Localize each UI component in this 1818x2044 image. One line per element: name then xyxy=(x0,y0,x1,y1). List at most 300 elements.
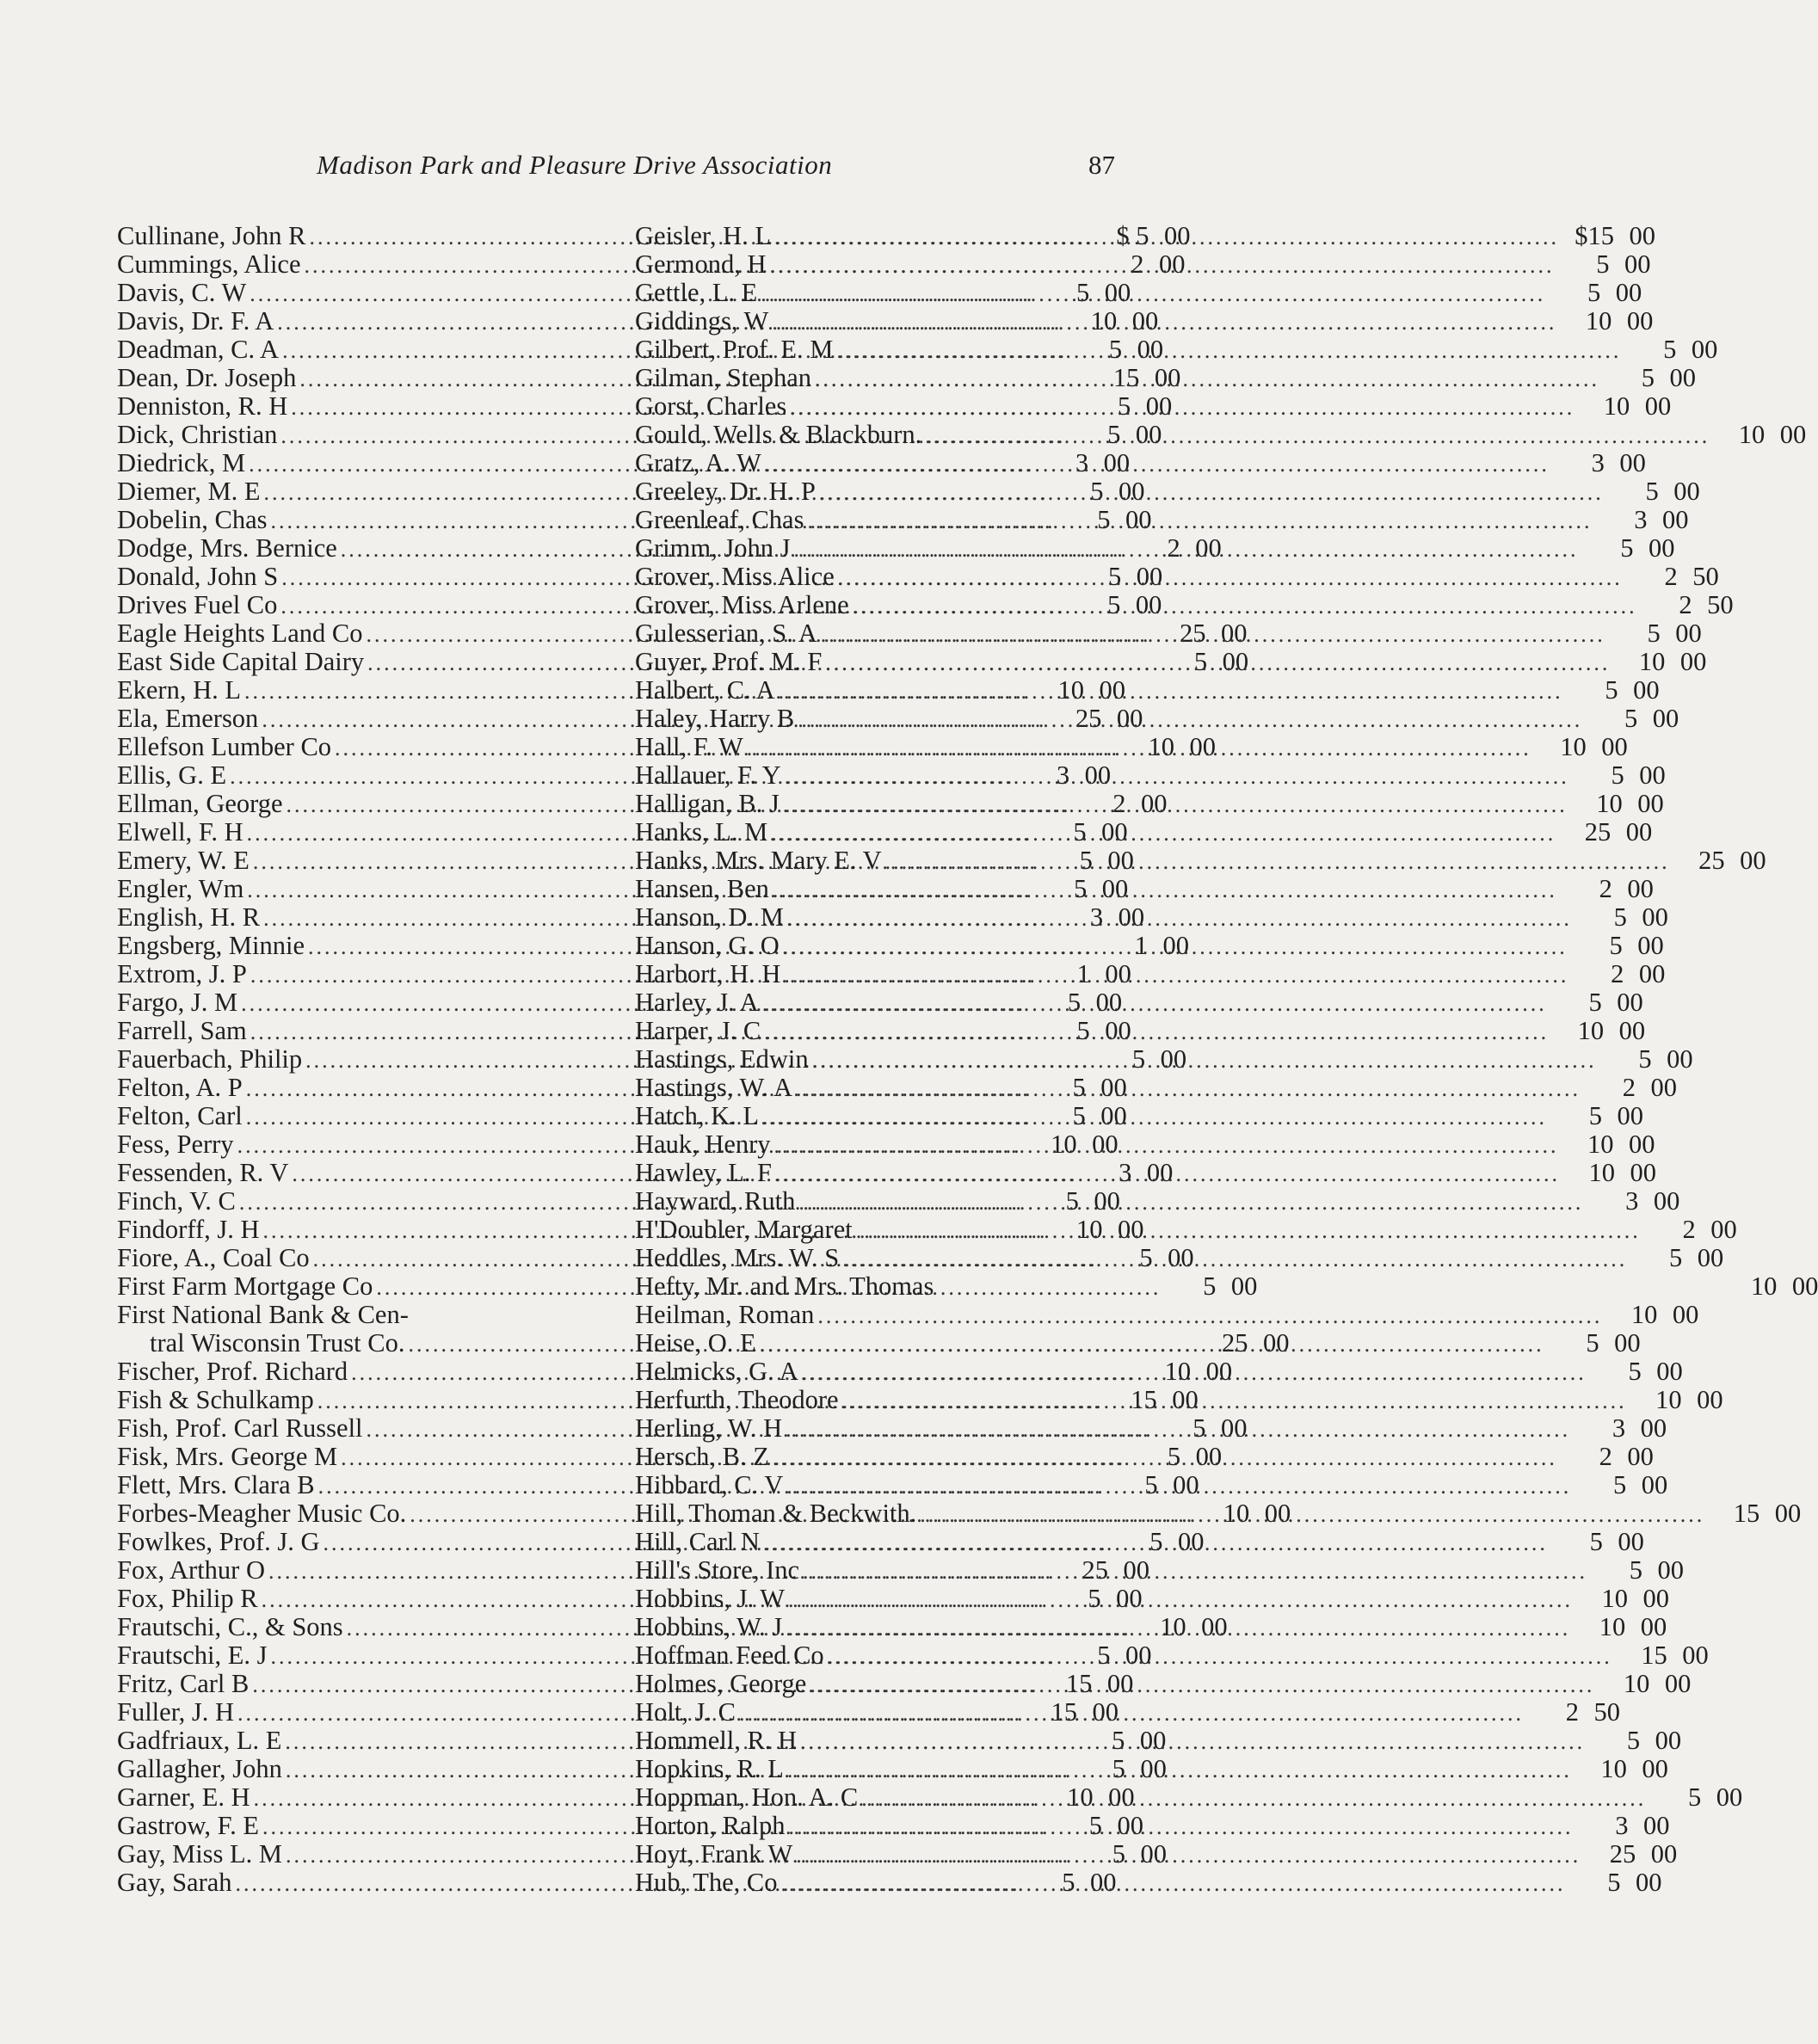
dot-leader xyxy=(821,620,1605,649)
dot-leader xyxy=(793,535,1578,563)
dot-leader xyxy=(815,365,1599,393)
amount-dollars: 3 xyxy=(1119,1158,1132,1187)
dot-leader xyxy=(784,961,1568,989)
amount-cents: 00 xyxy=(1195,533,1222,563)
donor-name: Herfurth, Theodore xyxy=(635,1385,839,1414)
amount-cents: 00 xyxy=(1139,1726,1167,1755)
list-item xyxy=(635,874,1654,903)
list-item xyxy=(635,1044,1693,1074)
donor-name: Emery, W. E xyxy=(117,846,250,875)
donor-name: Gastrow, F. E xyxy=(117,1811,260,1840)
amount-dollars: 5 xyxy=(1607,1868,1621,1897)
amount-cents: 00 xyxy=(1636,1868,1662,1897)
amount-cents: 00 xyxy=(1791,1271,1818,1301)
dot-leader xyxy=(789,1813,1574,1841)
dot-leader xyxy=(856,1216,1641,1245)
dot-leader xyxy=(842,1245,1627,1273)
donor-name: Helmicks, G. A xyxy=(635,1357,798,1386)
amount-cents: 00 xyxy=(1141,789,1168,818)
list-item xyxy=(635,704,1679,733)
dot-leader xyxy=(819,478,1604,507)
donor-name: Haley, Harry B xyxy=(635,704,795,733)
list-item xyxy=(635,249,1651,279)
amount-dollars: 25 xyxy=(1698,846,1725,875)
donor-name: Garner, E. H xyxy=(117,1782,250,1812)
amount-cents: 00 xyxy=(1648,533,1675,563)
amount-cents: 00 xyxy=(1160,1044,1187,1074)
donor-name: Hopkins, R. L xyxy=(635,1754,784,1783)
amount-cents: 00 xyxy=(1084,760,1112,790)
amount-dollars: 5 xyxy=(1587,278,1601,307)
amount-cents: 00 xyxy=(1669,363,1696,392)
donor-name: Diedrick, M xyxy=(117,448,246,477)
amount-dollars: 5 xyxy=(1193,647,1208,676)
dot-leader xyxy=(786,1472,1571,1500)
donor-name: Heilman, Roman xyxy=(635,1300,815,1329)
amount-dollars: 15 xyxy=(1641,1641,1667,1670)
donor-name: Farrell, Sam xyxy=(117,1016,247,1045)
donor-name: Gould, Wells & Blackburn. xyxy=(635,420,922,449)
dot-leader xyxy=(842,1387,1627,1415)
list-item xyxy=(635,335,1718,364)
amount-dollars: 5 xyxy=(1613,902,1627,932)
amount-cents: 00 xyxy=(1140,1839,1168,1869)
list-item xyxy=(635,1300,1699,1329)
amount-dollars: 15 xyxy=(1051,1697,1078,1727)
dot-leader xyxy=(802,1358,1587,1387)
donor-name: Giddings, W xyxy=(635,306,769,336)
amount-cents: 00 xyxy=(1135,590,1162,619)
amount-dollars: 5 xyxy=(1112,1839,1126,1869)
amount-dollars: 1 xyxy=(1134,931,1148,960)
amount-dollars: 5 xyxy=(1629,1555,1643,1585)
dot-leader xyxy=(925,422,1710,450)
amount-cents: 50 xyxy=(1692,562,1719,591)
list-item xyxy=(635,760,1666,790)
amount-cents: 00 xyxy=(1652,704,1679,733)
amount-dollars: 2 xyxy=(1167,533,1180,563)
amount-dollars: 2 xyxy=(1599,874,1612,903)
donor-name: Gulesserian, S. A xyxy=(635,619,817,648)
amount-dollars: 5 xyxy=(1139,1243,1153,1272)
donor-name: Fuller, J. H xyxy=(117,1697,235,1727)
amount-cents: 00 xyxy=(1099,675,1125,705)
amount-dollars: 5 xyxy=(1088,1584,1101,1613)
donor-name: Gilman, Stephan xyxy=(635,363,811,392)
amount-cents: 00 xyxy=(1675,619,1702,648)
donor-name: Halligan, B. J xyxy=(635,789,780,818)
amount-cents: 00 xyxy=(1641,1470,1668,1499)
donor-name: Engsberg, Minnie xyxy=(117,931,305,960)
amount-cents: 00 xyxy=(1264,1499,1291,1528)
amount-cents: 00 xyxy=(1682,1641,1709,1670)
amount-dollars: 10 xyxy=(1067,1782,1094,1812)
donor-name: H'Doubler, Margaret xyxy=(635,1215,853,1244)
donor-name: Deadman, C. A xyxy=(117,335,280,364)
dot-leader xyxy=(772,308,1556,336)
amount-cents: 00 xyxy=(1679,647,1707,676)
amount-cents: 00 xyxy=(1779,420,1807,449)
donor-name: Finch, V. C xyxy=(117,1186,236,1216)
amount-cents: 00 xyxy=(1661,505,1689,534)
dot-leader xyxy=(853,592,1637,620)
amount-dollars: 5 xyxy=(1605,675,1618,705)
list-item xyxy=(635,1442,1654,1471)
list-item xyxy=(635,1271,1818,1301)
amount-cents: 00 xyxy=(1650,1839,1678,1869)
amount-cents: 00 xyxy=(1090,1868,1117,1897)
amount-cents: 00 xyxy=(1092,1130,1119,1159)
amount-cents: 00 xyxy=(1774,1499,1802,1528)
amount-cents: 00 xyxy=(1639,760,1666,790)
amount-cents: 00 xyxy=(1221,1413,1248,1443)
donor-name: East Side Capital Dairy xyxy=(117,647,365,676)
amount-dollars: 10 xyxy=(1148,732,1175,761)
amount-cents: 00 xyxy=(1222,647,1249,676)
amount-cents: 00 xyxy=(1135,420,1162,449)
donor-name: Fiore, A., Coal Co xyxy=(117,1243,310,1272)
list-item xyxy=(635,1158,1656,1187)
donor-name: Fowlkes, Prof. J. G xyxy=(117,1527,320,1556)
amount-cents: 00 xyxy=(1262,1328,1290,1358)
amount-dollars: 5 xyxy=(1669,1243,1683,1272)
amount-cents: 00 xyxy=(1617,988,1643,1017)
amount-cents: 00 xyxy=(1625,817,1653,847)
amount-dollars: 15 xyxy=(1131,1385,1157,1414)
amount-dollars: 25 xyxy=(1221,1328,1248,1358)
amount-dollars: 5 xyxy=(1626,1726,1641,1755)
amount-dollars: 3 xyxy=(1089,902,1104,932)
dot-leader xyxy=(769,251,1554,280)
list-item xyxy=(635,1839,1678,1869)
amount-dollars: 5 xyxy=(1112,1754,1125,1783)
amount-cents: 00 xyxy=(1637,931,1664,960)
amount-cents: 00 xyxy=(1106,1669,1134,1698)
amount-dollars: 5 xyxy=(1588,1101,1602,1130)
donor-name: Dobelin, Chas xyxy=(117,505,268,534)
donor-name: Harper, J. C xyxy=(635,1016,761,1045)
amount-dollars: $ 5 xyxy=(1116,221,1149,250)
list-item xyxy=(635,902,1668,932)
donor-name: Ellis, G. E xyxy=(117,760,227,790)
amount-dollars: 3 xyxy=(1634,505,1648,534)
donor-name: Hub, The, Co xyxy=(635,1868,778,1897)
donor-name: Hanks, L. M xyxy=(635,817,768,847)
list-item xyxy=(635,1868,1662,1897)
amount-dollars: 10 xyxy=(1090,306,1118,336)
amount-cents: 50 xyxy=(1593,1697,1620,1727)
list-item xyxy=(635,306,1654,336)
dot-leader xyxy=(781,1869,1566,1898)
donor-name: Horton, Ralph xyxy=(635,1811,786,1840)
amount-dollars: 10 xyxy=(1738,420,1766,449)
amount-dollars: 10 xyxy=(1750,1271,1778,1301)
list-item xyxy=(635,846,1766,875)
amount-cents: 00 xyxy=(1131,306,1159,336)
dot-leader xyxy=(779,677,1563,705)
amount-cents: 00 xyxy=(1640,1612,1667,1641)
list-item xyxy=(635,959,1666,988)
amount-dollars: 5 xyxy=(1090,477,1104,506)
amount-cents: 00 xyxy=(1101,817,1128,847)
amount-dollars: 2 xyxy=(1611,959,1624,988)
amount-dollars: 5 xyxy=(1638,1044,1652,1074)
amount-cents: 00 xyxy=(1601,732,1628,761)
dot-leader xyxy=(810,1671,1594,1699)
donor-name: Gettle, L. E xyxy=(635,278,758,307)
amount-cents: 00 xyxy=(1101,874,1129,903)
list-item xyxy=(635,1641,1709,1670)
list-item xyxy=(635,675,1660,705)
list-item xyxy=(635,931,1664,960)
amount-dollars: 5 xyxy=(1074,874,1088,903)
donor-name: Dodge, Mrs. Bernice xyxy=(117,533,337,563)
amount-dollars: 5 xyxy=(1076,1016,1090,1045)
dot-leader xyxy=(785,762,1569,791)
donor-name: Hanks, Mrs. Mary E. V xyxy=(635,846,882,875)
amount-cents: 00 xyxy=(1189,732,1217,761)
amount-dollars: 25 xyxy=(1075,704,1102,733)
donor-name: Grover, Miss Alice xyxy=(635,562,835,591)
list-item xyxy=(635,817,1653,847)
donor-name: Frautschi, C., & Sons xyxy=(117,1612,343,1641)
amount-dollars: 5 xyxy=(1065,1186,1079,1216)
list-item xyxy=(635,1243,1724,1272)
right-column xyxy=(635,221,1818,1897)
dot-leader xyxy=(762,1103,1547,1131)
amount-cents: 00 xyxy=(1697,1385,1723,1414)
donor-name: Guyer, Prof. M. F xyxy=(635,647,823,676)
amount-cents: 50 xyxy=(1707,590,1734,619)
amount-cents: 00 xyxy=(1172,1385,1199,1414)
amount-dollars: 2 xyxy=(1112,789,1126,818)
amount-cents: 00 xyxy=(1740,846,1766,875)
amount-dollars: 10 xyxy=(1160,1612,1186,1641)
amount-dollars: 3 xyxy=(1615,1811,1629,1840)
dot-leader xyxy=(786,1614,1570,1642)
dot-leader xyxy=(761,280,1545,308)
donor-name: Hommell, R. H xyxy=(635,1726,798,1755)
amount-cents: 00 xyxy=(1104,278,1131,307)
amount-cents: 00 xyxy=(1100,1073,1127,1102)
list-item xyxy=(635,221,1656,250)
amount-dollars: 10 xyxy=(1655,1385,1682,1414)
donor-name: Frautschi, E. J xyxy=(117,1641,268,1670)
amount-cents: 00 xyxy=(1626,306,1654,336)
list-item xyxy=(635,1811,1670,1840)
dot-leader xyxy=(790,393,1575,422)
dot-leader xyxy=(786,1415,1570,1444)
dot-leader xyxy=(763,1529,1548,1557)
amount-cents: 00 xyxy=(1105,1016,1131,1045)
donor-name: Hobbins, J. W xyxy=(635,1584,785,1613)
donor-name: Felton, Carl xyxy=(117,1101,243,1130)
list-item xyxy=(635,533,1675,563)
donor-name: Findorff, J. H xyxy=(117,1215,260,1244)
amount-dollars: 5 xyxy=(1609,931,1623,960)
donor-name: Geisler, H. L xyxy=(635,221,772,250)
amount-cents: 00 xyxy=(1644,391,1672,421)
amount-cents: 00 xyxy=(1100,1101,1127,1130)
amount-cents: 00 xyxy=(1116,1584,1143,1613)
donor-name: First National Bank & Cen- xyxy=(117,1300,409,1329)
donor-name: Hastings, Edwin xyxy=(635,1044,809,1074)
amount-dollars: 5 xyxy=(1149,1527,1163,1556)
list-item xyxy=(635,1555,1685,1585)
amount-dollars: 5 xyxy=(1586,1328,1599,1358)
amount-dollars: 5 xyxy=(1108,562,1122,591)
list-item xyxy=(635,1130,1655,1159)
amount-dollars: 10 xyxy=(1596,789,1623,818)
donor-name: Grover, Miss Arlene xyxy=(635,590,849,619)
dot-leader xyxy=(812,1046,1597,1074)
list-item xyxy=(635,477,1700,506)
amount-dollars: 2 xyxy=(1565,1697,1579,1727)
donor-name: Gadfriaux, L. E xyxy=(117,1726,282,1755)
donor-name: Hoffman Feed Co xyxy=(635,1641,824,1670)
amount-dollars: 3 xyxy=(1591,448,1605,477)
dot-leader xyxy=(760,1330,1544,1358)
amount-dollars: 25 xyxy=(1584,817,1612,847)
donor-name: Elwell, F. H xyxy=(117,817,243,847)
dot-leader xyxy=(798,705,1582,734)
amount-cents: 00 xyxy=(1140,1754,1167,1783)
amount-dollars: 15 xyxy=(1112,363,1140,392)
amount-cents: 00 xyxy=(1095,988,1123,1017)
donor-name: Herling, W. H xyxy=(635,1413,783,1443)
amount-cents: 00 xyxy=(1657,1555,1685,1585)
dot-leader xyxy=(800,1727,1585,1756)
amount-dollars: 10 xyxy=(1599,1612,1626,1641)
dot-leader xyxy=(817,1302,1602,1330)
amount-dollars: 10 xyxy=(1600,1754,1627,1783)
amount-dollars: 5 xyxy=(1624,704,1638,733)
amount-cents: 00 xyxy=(1162,931,1189,960)
amount-dollars: 10 xyxy=(1223,1499,1250,1528)
donor-name: Forbes-Meagher Music Co. xyxy=(117,1499,407,1528)
amount-dollars: 10 xyxy=(1051,1130,1077,1159)
dot-leader xyxy=(771,819,1556,847)
amount-cents: 00 xyxy=(1201,1612,1228,1641)
amount-cents: 00 xyxy=(1629,221,1656,250)
amount-dollars: 3 xyxy=(1056,760,1070,790)
amount-cents: 00 xyxy=(1630,1158,1656,1187)
donor-name: Ellefson Lumber Co xyxy=(117,732,332,761)
amount-cents: 00 xyxy=(1205,1357,1233,1386)
page-number: 87 xyxy=(1088,150,1115,180)
amount-cents: 00 xyxy=(1640,1413,1667,1443)
list-item xyxy=(635,1215,1737,1244)
amount-dollars: 10 xyxy=(1577,1016,1605,1045)
list-item xyxy=(635,448,1646,477)
list-item xyxy=(117,1301,599,1329)
donor-name: Hall, F. W xyxy=(635,732,743,761)
donor-name: Fish, Prof. Carl Russell xyxy=(117,1413,363,1443)
donor-name: Fess, Perry xyxy=(117,1130,234,1159)
donor-name: Dean, Dr. Joseph xyxy=(117,363,297,392)
amount-dollars: 2 xyxy=(1664,562,1678,591)
amount-cents: 00 xyxy=(1642,1754,1668,1783)
amount-cents: 00 xyxy=(1108,1782,1135,1812)
amount-cents: 00 xyxy=(1615,278,1642,307)
amount-cents: 00 xyxy=(1168,1243,1194,1272)
donor-name: Cullinane, John R xyxy=(117,221,306,250)
donor-name: Hauk, Henry xyxy=(635,1130,771,1159)
donor-name: Extrom, J. P xyxy=(117,959,247,988)
amount-cents: 00 xyxy=(1195,1442,1223,1471)
page-header xyxy=(117,146,1115,184)
donor-name: Eagle Heights Land Co xyxy=(117,619,363,648)
amount-dollars: 2 xyxy=(1131,249,1144,279)
amount-dollars: 10 xyxy=(1164,1357,1192,1386)
amount-cents: 00 xyxy=(1230,1271,1258,1301)
list-item xyxy=(635,1101,1643,1130)
donor-name: Gilbert, Prof. E. M xyxy=(635,335,834,364)
donor-name: Hallauer, F. Y xyxy=(635,760,781,790)
donor-name: English, H. R xyxy=(117,902,261,932)
amount-dollars: 5 xyxy=(1112,1726,1125,1755)
amount-cents: 00 xyxy=(1642,902,1668,932)
donor-name: Ela, Emerson xyxy=(117,704,259,733)
amount-cents: 00 xyxy=(1637,789,1664,818)
amount-cents: 00 xyxy=(1159,249,1186,279)
donor-name: Ekern, H. L xyxy=(117,675,241,705)
amount-cents: 00 xyxy=(1667,1044,1693,1074)
donor-name: Hanson, D. M xyxy=(635,902,784,932)
donor-name: Hefty, Mr. and Mrs. Thomas xyxy=(635,1271,934,1301)
list-item xyxy=(635,1782,1743,1812)
donor-name: Germond, H xyxy=(635,249,767,279)
donor-name: Hibbard, C. V xyxy=(635,1470,784,1499)
amount-dollars: 5 xyxy=(1613,1470,1627,1499)
amount-dollars: 2 xyxy=(1622,1073,1636,1102)
dot-leader xyxy=(787,1756,1572,1784)
amount-cents: 00 xyxy=(1614,1328,1641,1358)
dot-leader xyxy=(788,1585,1573,1614)
donor-name: Fischer, Prof. Richard xyxy=(117,1357,348,1386)
list-item xyxy=(635,420,1807,449)
donor-name: First Farm Mortgage Co xyxy=(117,1271,373,1301)
amount-dollars: 5 xyxy=(1647,619,1661,648)
dot-leader xyxy=(787,904,1572,933)
donor-name: Greeley, Dr. H. P xyxy=(635,477,816,506)
amount-cents: 00 xyxy=(1617,1101,1643,1130)
amount-dollars: 5 xyxy=(1131,1044,1146,1074)
amount-cents: 00 xyxy=(1103,448,1131,477)
list-item xyxy=(635,1186,1680,1216)
list-item xyxy=(635,1073,1678,1102)
amount-cents: 00 xyxy=(1145,391,1173,421)
amount-dollars: 3 xyxy=(1075,448,1089,477)
amount-cents: 00 xyxy=(1136,562,1163,591)
amount-dollars: 5 xyxy=(1144,1470,1158,1499)
amount-cents: 00 xyxy=(1118,1215,1144,1244)
list-item xyxy=(635,1584,1669,1613)
donor-name: Hastings, W. A xyxy=(635,1073,793,1102)
dot-leader xyxy=(764,1018,1549,1046)
list-item xyxy=(635,789,1664,818)
amount-cents: 00 xyxy=(1633,675,1660,705)
amount-dollars: 10 xyxy=(1601,1584,1628,1613)
list-item xyxy=(635,1470,1668,1499)
amount-cents: 00 xyxy=(1118,477,1145,506)
donor-name: Fish & Schulkamp xyxy=(117,1385,314,1414)
amount-dollars: 5 xyxy=(1097,1641,1111,1670)
dot-leader xyxy=(828,1642,1612,1671)
donor-name: Davis, C. W xyxy=(117,278,247,307)
amount-cents: 00 xyxy=(1125,505,1152,534)
donor-name: Ellman, George xyxy=(117,789,283,818)
